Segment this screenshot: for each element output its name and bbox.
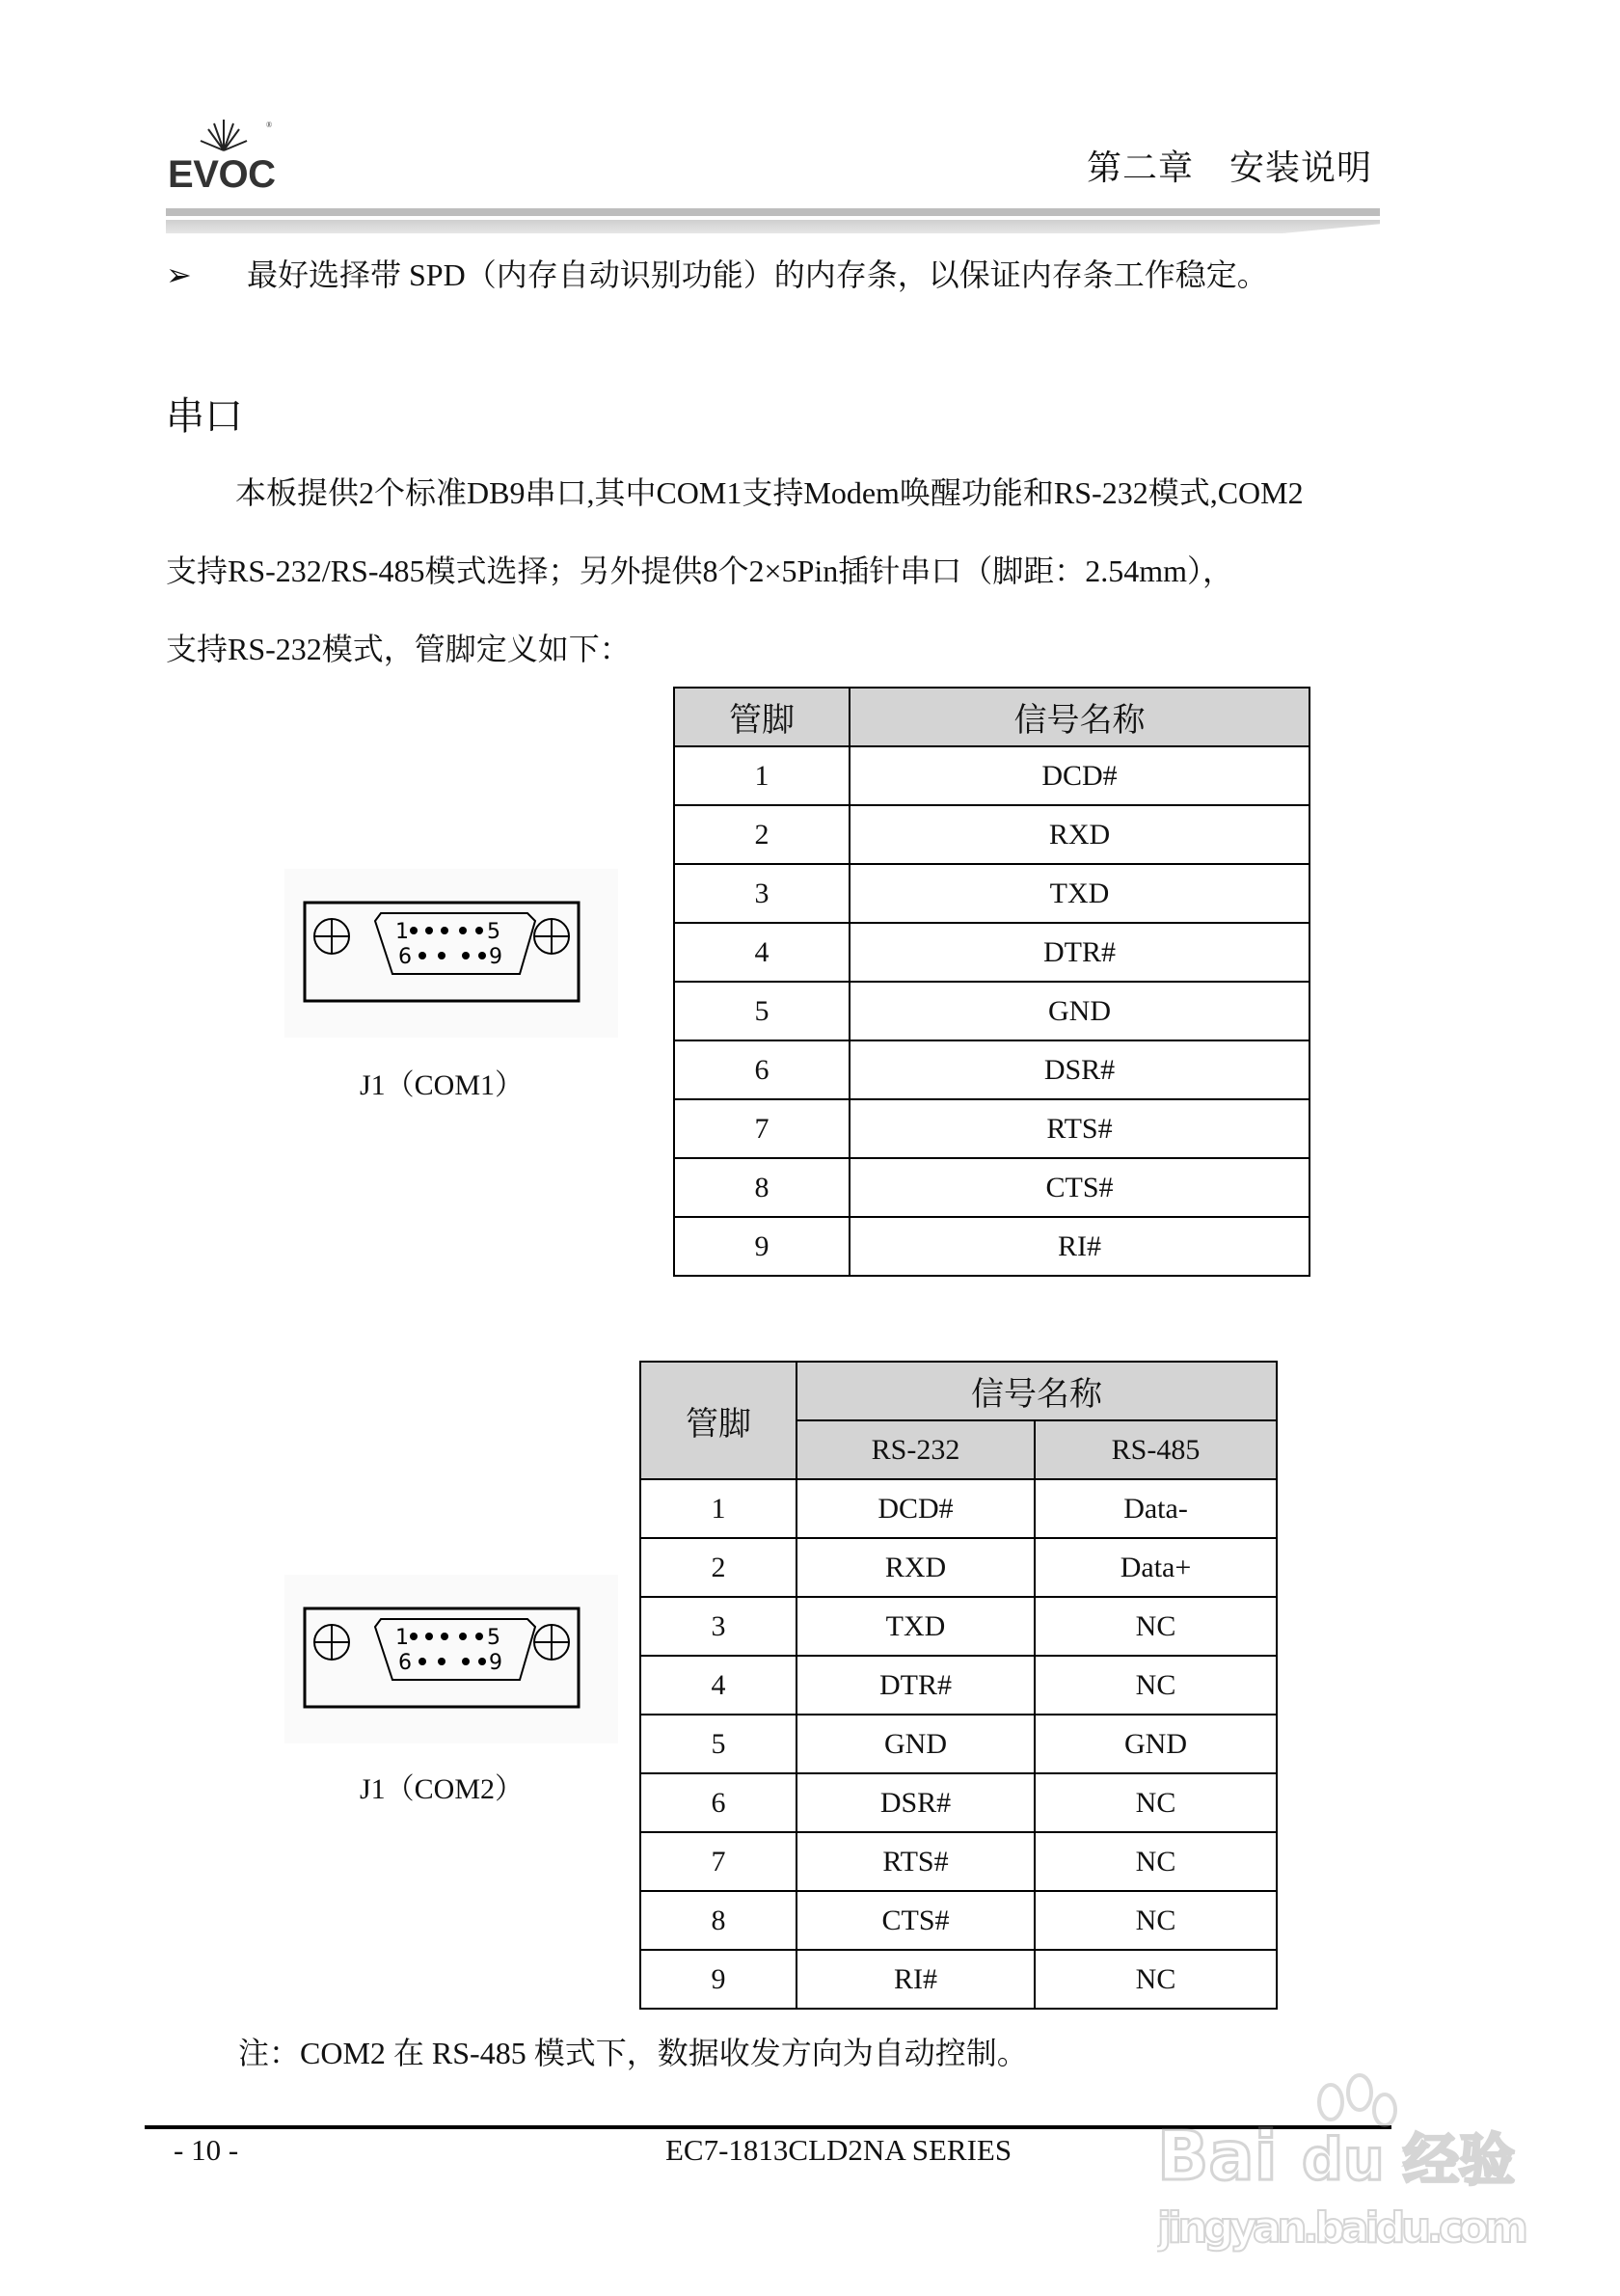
page-number: - 10 - — [174, 2133, 239, 2167]
note-text: 注：COM2 在 RS-485 模式下，数据收发方向为自动控制。 — [238, 2036, 1028, 2070]
table-row — [640, 1950, 1277, 2009]
table-row — [674, 923, 1310, 982]
rs232-cell: RXD — [796, 1538, 1035, 1597]
pin-label: 1 — [395, 1626, 409, 1650]
signal-header: 信号名称 — [850, 688, 1310, 746]
table-row — [640, 1891, 1277, 1950]
signal-cell: DSR# — [850, 1040, 1310, 1099]
table-row — [674, 1099, 1310, 1158]
pin-cell: 3 — [640, 1597, 796, 1656]
table-row — [640, 1832, 1277, 1891]
header-rule — [166, 208, 1380, 216]
com2-pin-table — [639, 1361, 1278, 2010]
pin-label: 1 — [395, 920, 409, 944]
rs232-cell: DSR# — [796, 1773, 1035, 1832]
table-row — [674, 746, 1310, 805]
rs485-cell: Data+ — [1035, 1538, 1277, 1597]
signal-header: 信号名称 — [796, 1362, 1277, 1420]
rs232-cell: RTS# — [796, 1832, 1035, 1891]
pin-cell: 4 — [640, 1656, 796, 1715]
table-row — [674, 1217, 1310, 1276]
svg-text:EVOC: EVOC — [168, 153, 276, 191]
section-heading: 串口 — [166, 394, 243, 438]
rs485-cell: NC — [1035, 1950, 1277, 2009]
pin-cell: 2 — [674, 805, 850, 864]
rs232-cell: TXD — [796, 1597, 1035, 1656]
product-series: EC7-1813CLD2NA SERIES — [665, 2133, 1012, 2167]
svg-text:jingyan.baidu.com: jingyan.baidu.com — [1157, 2203, 1528, 2253]
table-row — [640, 1597, 1277, 1656]
pin-cell: 8 — [674, 1158, 850, 1217]
table-row — [640, 1479, 1277, 1538]
db9-connector-icon — [284, 1575, 618, 1743]
pin-label: 6 — [398, 1651, 412, 1675]
pin-cell: 9 — [640, 1950, 796, 2009]
baidu-watermark — [1157, 2064, 1533, 2256]
paragraph-line-1: 本板提供2个标准DB9串口,其中COM1支持Modem唤醒功能和RS-232模式,COM2 — [235, 475, 1304, 510]
table-row — [640, 1773, 1277, 1832]
bullet-text: 最好选择带 SPD（内存自动识别功能）的内存条，以保证内存条工作稳定。 — [247, 257, 1268, 292]
pin-cell: 3 — [674, 864, 850, 923]
pin-cell: 7 — [674, 1099, 850, 1158]
table-row — [640, 1538, 1277, 1597]
pin-cell: 2 — [640, 1538, 796, 1597]
signal-cell: RTS# — [850, 1099, 1310, 1158]
table-row — [674, 1040, 1310, 1099]
pin-label: 9 — [489, 1651, 502, 1675]
evoc-logo — [166, 114, 282, 191]
paragraph-line-3: 支持RS-232模式，管脚定义如下： — [166, 632, 631, 666]
pin-label: 9 — [489, 945, 502, 969]
rs485-cell: NC — [1035, 1891, 1277, 1950]
arrow-bullet-icon: ➢ — [166, 257, 192, 292]
pin-header: 管脚 — [674, 688, 850, 746]
rs232-cell: DCD# — [796, 1479, 1035, 1538]
paragraph-line-2: 支持RS-232/RS-485模式选择；另外提供8个2×5Pin插针串口（脚距：2.54mm）， — [166, 554, 1234, 588]
signal-cell: TXD — [850, 864, 1310, 923]
rs232-cell: GND — [796, 1715, 1035, 1773]
table-row — [674, 1158, 1310, 1217]
signal-cell: DCD# — [850, 746, 1310, 805]
pin-label: 5 — [487, 920, 500, 944]
rs232-header: RS-232 — [796, 1420, 1035, 1479]
db9-connector-diagram-com1 — [284, 869, 618, 1038]
pin-cell: 5 — [674, 982, 850, 1040]
rs485-cell: NC — [1035, 1656, 1277, 1715]
rs232-cell: DTR# — [796, 1656, 1035, 1715]
svg-text:Bai: Bai — [1157, 2117, 1278, 2196]
table-row — [640, 1715, 1277, 1773]
rs485-cell: NC — [1035, 1832, 1277, 1891]
rs485-header: RS-485 — [1035, 1420, 1277, 1479]
rs485-cell: NC — [1035, 1773, 1277, 1832]
pin-cell: 7 — [640, 1832, 796, 1891]
signal-cell: GND — [850, 982, 1310, 1040]
table-row — [640, 1656, 1277, 1715]
bullet-item — [166, 251, 1268, 295]
signal-cell: DTR# — [850, 923, 1310, 982]
svg-text:经验: 经验 — [1403, 2127, 1516, 2193]
chapter-title: 第二章 安装说明 — [1086, 149, 1372, 187]
pin-label: 6 — [398, 945, 412, 969]
db9-connector-icon — [284, 869, 618, 1038]
rs485-cell: NC — [1035, 1597, 1277, 1656]
pin-cell: 4 — [674, 923, 850, 982]
svg-text:du: du — [1302, 2126, 1385, 2194]
table-row — [674, 982, 1310, 1040]
pin-cell: 8 — [640, 1891, 796, 1950]
rs232-cell: CTS# — [796, 1891, 1035, 1950]
pin-cell: 1 — [674, 746, 850, 805]
pin-cell: 6 — [674, 1040, 850, 1099]
connector-caption-com1: J1（COM1） — [359, 1069, 525, 1101]
connector-caption-com2: J1（COM2） — [359, 1773, 525, 1805]
signal-cell: CTS# — [850, 1158, 1310, 1217]
rs232-cell: RI# — [796, 1950, 1035, 2009]
com1-pin-table — [673, 687, 1310, 1277]
pin-cell: 1 — [640, 1479, 796, 1538]
table-row — [674, 864, 1310, 923]
rs485-cell: Data- — [1035, 1479, 1277, 1538]
pin-cell: 9 — [674, 1217, 850, 1276]
signal-cell: RI# — [850, 1217, 1310, 1276]
svg-text:®: ® — [266, 121, 273, 129]
db9-connector-diagram-com2 — [284, 1575, 618, 1743]
pin-cell: 6 — [640, 1773, 796, 1832]
signal-cell: RXD — [850, 805, 1310, 864]
pin-header: 管脚 — [640, 1362, 796, 1479]
table-row — [674, 805, 1310, 864]
rs485-cell: GND — [1035, 1715, 1277, 1773]
pin-cell: 5 — [640, 1715, 796, 1773]
header-rule-shadow — [166, 220, 1380, 233]
pin-label: 5 — [487, 1626, 500, 1650]
